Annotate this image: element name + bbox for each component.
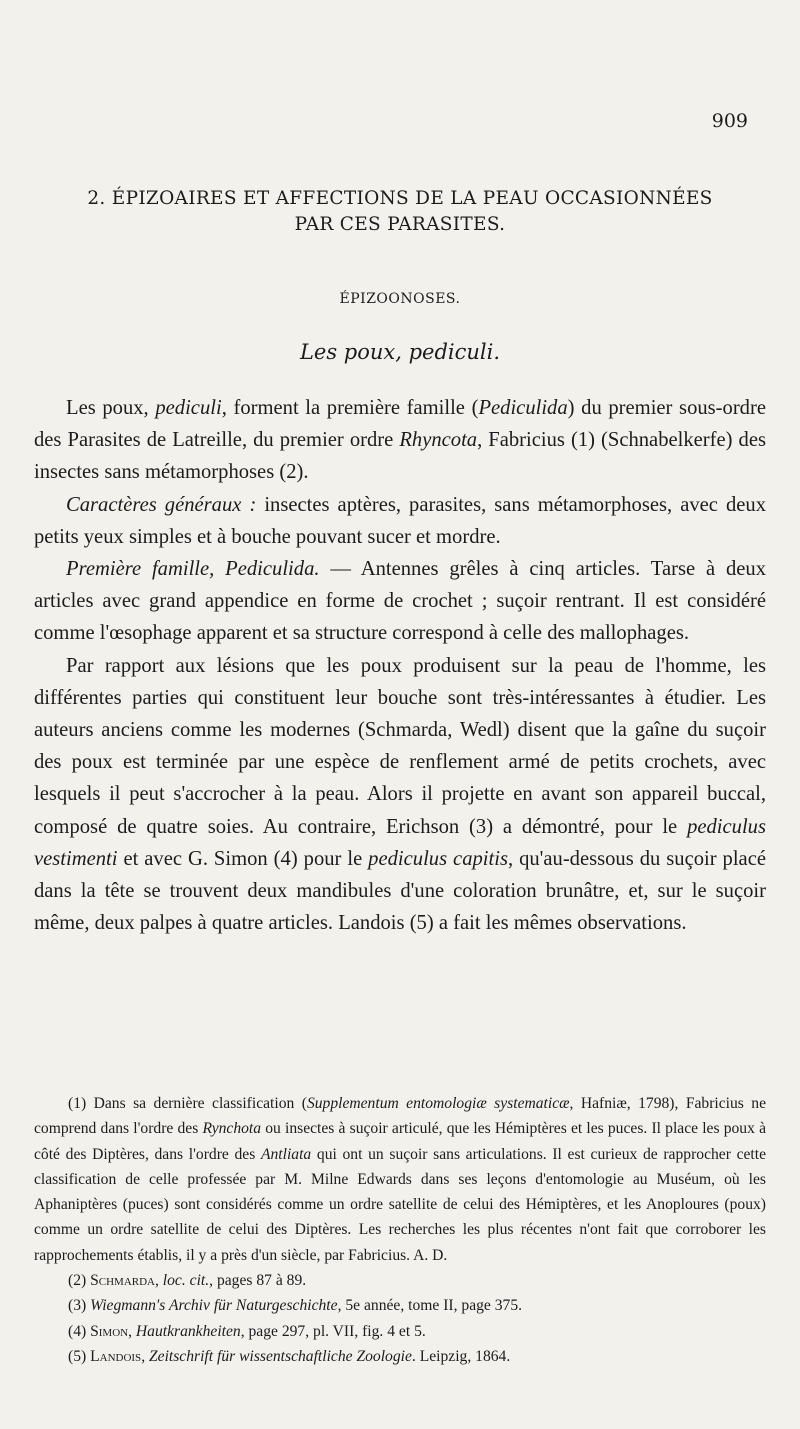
footnote-2 [34,1268,766,1293]
text-run: qui ont un suçoir sans articulations. Il est curieux de rapprocher cette classification de celle professée par M. Milne Edwards dans ses leçons d'entomologie au Muséum, où les Aphaniptères (puces) sont considérés comme un ordre satellite de celui des Hémiptères, et les Anoploures (poux) comme un ordre satellite de celui des Diptères. Les recherches les plus récentes n'ont fait que corroborer les rapprochements établis, il y a près d'un siècle, par Fabricius. A. D. [34,1145,767,1264]
italic-run: Caractères généraux : [66,493,257,516]
text-run: , Fabricius (1) (Schnabelkerfe) des insectes sans métamorphoses (2). [34,429,766,484]
text-run: ) du premier sous-ordre des Parasites de Latreille, du premier ordre [34,397,766,452]
italic-run: Pediculida [478,397,568,419]
footnote-5 [34,1344,766,1369]
footnote-4 [34,1319,766,1344]
italic-run: Rhyncota [399,429,478,452]
section-title-line-1: 2. ÉPIZOAIRES ET AFFECTIONS DE LA PEAU OCCASIONNÉES [87,188,713,209]
italic-run: pediculus vestimenti [34,815,766,870]
subsection-title: ÉPIZOONOSES. [339,291,461,307]
text-run: ou insectes à suçoir articulé, que les Hémiptères et les puces. Il place les poux à côté des Diptères, dans l'ordre des [34,1120,766,1163]
author-name: Landois [90,1347,142,1365]
text-run: , forment la première famille ( [221,397,479,419]
text-run: , Hafniæ, 1798), Fabricius ne comprend dans l'ordre des [34,1095,767,1138]
paragraph-3 [34,553,766,650]
footnotes [34,1091,766,1369]
text-run: Par rapport aux lésions que les poux produisent sur la peau de l'homme, les différentes parties qui constituent leur bouche sont très-intéressantes à étudier. Les auteurs anciens comme les modernes (Schmarda, Wedl) disent que la gaîne du suçoir des poux est terminée par une espèce de renflement armé de petits crochets, avec lesquels il peut s'accrocher à la peau. Alors il projette en avant son appareil buccal, composé de quatre soies. Au contraire, Erichson (3) a démontré, pour le [34,654,766,838]
italic-run: Wiegmann's Archiv für Naturgeschichte [90,1297,338,1315]
italic-run: pediculi [155,397,222,419]
subject-title: Les poux, pediculi. [299,340,501,364]
text-run: , [128,1322,136,1340]
text-run: — Antennes grêles à cinq articles. Tarse à deux articles avec grand appendice en forme de crochet ; suçoir rentrant. Il est considéré comme l'œsophage apparent et sa structure correspond à celle des mallophages. [34,558,766,645]
italic-run: Zeitschrift für wissentschaftliche Zoologie [148,1347,412,1365]
italic-run: Antliata [260,1145,312,1163]
text-run: (2) [68,1272,91,1290]
text-run: (3) [68,1297,91,1315]
section-title-line-2: PAR CES PARASITES. [294,214,506,235]
book-page [34,0,766,1429]
text-run: , [141,1347,149,1365]
italic-run: Supplementum entomologiæ systematicæ [306,1095,570,1112]
italic-run: pediculus capitis [368,847,508,870]
paragraph-1 [34,392,766,489]
footnote-3 [34,1293,766,1318]
text-run: et avec G. Simon (4) pour le [117,847,369,870]
footnote-1 [34,1091,766,1268]
italic-run: Hautkrankheiten [135,1322,241,1340]
italic-run: Première famille, Pediculida. [66,558,320,581]
paragraph-2 [34,489,766,553]
paragraph-4 [34,650,766,940]
text-run: Les poux, [66,397,156,419]
text-run: , qu'au-dessous du suçoir placé dans la tête se trouvent deux mandibules d'une coloration brunâtre, et, sur le suçoir même, deux palpes à quatre articles. Landois (5) a fait les mêmes observations. [34,847,766,935]
text-run: (4) [68,1322,91,1340]
italic-run: Rynchota [202,1120,262,1138]
text-run: , 5e année, tome II, page 375. [337,1297,523,1315]
section-title [34,186,766,238]
author-name: Schmarda [90,1272,155,1290]
text-run: , page 297, pl. VII, fig. 4 et 5. [240,1322,426,1340]
text-run: , [155,1272,163,1290]
text-run: (5) [68,1347,91,1365]
italic-run: loc. cit. [162,1272,210,1290]
body-text [34,392,766,939]
text-run: . Leipzig, 1864. [411,1347,511,1365]
text-run: , pages 87 à 89. [209,1272,307,1290]
page-number: 909 [711,110,748,132]
author-name: Simon [90,1322,129,1340]
text-run: (1) Dans sa dernière classification ( [68,1095,307,1112]
text-run: insectes aptères, parasites, sans métamorphoses, avec deux petits yeux simples et à bouche pouvant sucer et mordre. [34,493,766,548]
